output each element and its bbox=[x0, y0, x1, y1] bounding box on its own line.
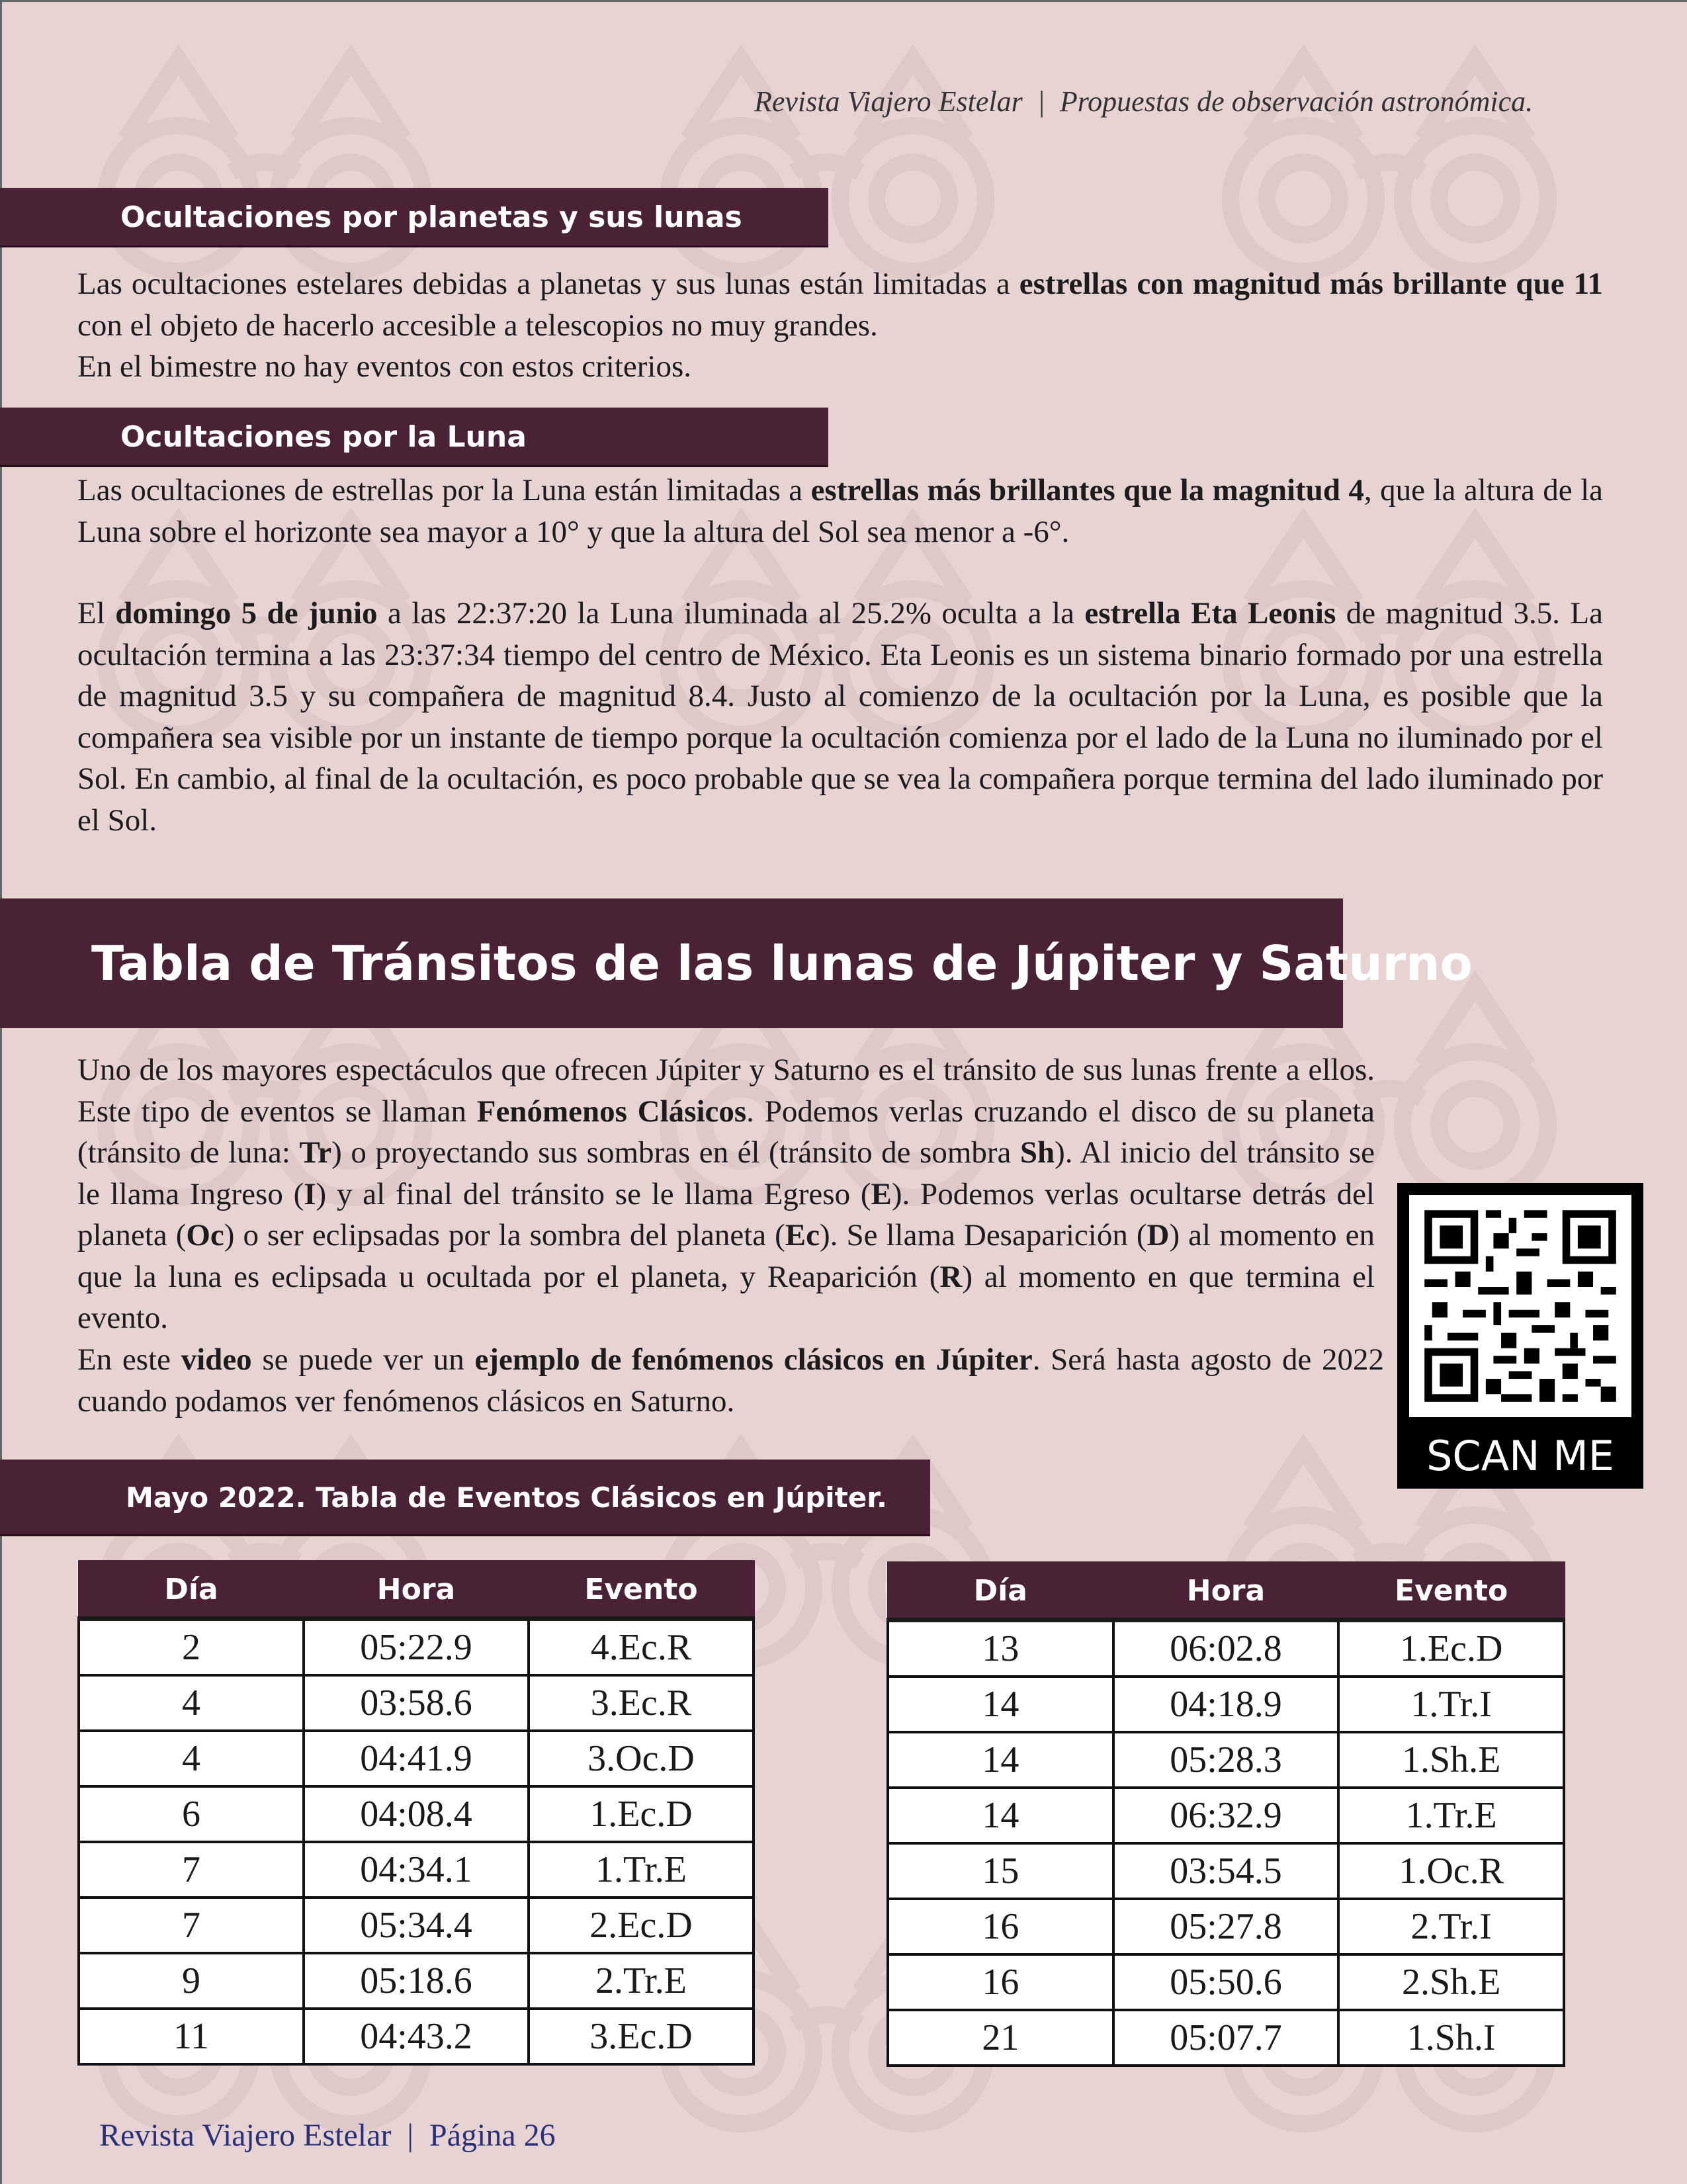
table-row bbox=[888, 1677, 1564, 1732]
day-cell: 7 bbox=[79, 1898, 304, 1953]
time-cell: 05:34.4 bbox=[304, 1898, 529, 1953]
day-cell: 6 bbox=[79, 1786, 304, 1842]
table-row bbox=[79, 1953, 754, 2009]
table-row bbox=[888, 1620, 1564, 1677]
day-cell: 14 bbox=[888, 1732, 1113, 1788]
qr-caption: SCAN ME bbox=[1426, 1432, 1614, 1480]
day-cell: 14 bbox=[888, 1677, 1113, 1732]
event-cell: 2.Sh.E bbox=[1338, 1954, 1564, 2010]
time-cell: 03:54.5 bbox=[1113, 1843, 1339, 1899]
event-cell: 1.Ec.D bbox=[529, 1786, 754, 1842]
table-row bbox=[79, 1731, 754, 1786]
time-cell: 05:50.6 bbox=[1113, 1954, 1339, 2010]
col-header-event: Evento bbox=[529, 1561, 754, 1619]
event-cell: 3.Ec.D bbox=[529, 2009, 754, 2064]
events-table-right-body bbox=[888, 1620, 1564, 2066]
event-cell: 2.Tr.I bbox=[1338, 1899, 1564, 1954]
header-section: Propuestas de observación astronómica. bbox=[1059, 85, 1534, 118]
day-cell: 7 bbox=[79, 1842, 304, 1898]
time-cell: 06:32.9 bbox=[1113, 1788, 1339, 1843]
event-cell: 1.Ec.D bbox=[1338, 1620, 1564, 1677]
table-row bbox=[888, 1843, 1564, 1899]
time-cell: 04:08.4 bbox=[304, 1786, 529, 1842]
table-row bbox=[79, 1786, 754, 1842]
table-row bbox=[79, 1842, 754, 1898]
table-row bbox=[79, 2009, 754, 2064]
video-link[interactable]: video bbox=[181, 1342, 252, 1377]
time-cell: 06:02.8 bbox=[1113, 1620, 1339, 1677]
time-cell: 05:18.6 bbox=[304, 1953, 529, 2009]
table-row bbox=[79, 1675, 754, 1731]
footer-page-number: Página 26 bbox=[429, 2118, 556, 2153]
planet-occultations-paragraph: Las ocultaciones estelares debidas a planetas y sus lunas están limitadas a estrellas con magnitud más brillante que 11 con el objeto de hacerlo accesible a telescopios no muy grandes. En el bimestre no hay eventos con estos criterios. bbox=[77, 267, 1603, 384]
event-cell: 1.Tr.I bbox=[1338, 1677, 1564, 1732]
event-cell: 4.Ec.R bbox=[529, 1619, 754, 1676]
time-cell: 04:34.1 bbox=[304, 1842, 529, 1898]
day-cell: 4 bbox=[79, 1675, 304, 1731]
time-cell: 04:18.9 bbox=[1113, 1677, 1339, 1732]
col-header-day: Día bbox=[79, 1561, 304, 1619]
left-border bbox=[0, 0, 2, 2184]
day-cell: 15 bbox=[888, 1843, 1113, 1899]
qr-pattern-icon bbox=[1409, 1195, 1631, 1417]
qr-code-image bbox=[1409, 1195, 1631, 1417]
event-cell: 3.Ec.R bbox=[529, 1675, 754, 1731]
col-header-day: Día bbox=[888, 1563, 1113, 1620]
time-cell: 05:07.7 bbox=[1113, 2010, 1339, 2066]
page-footer: Revista Viajero Estelar | Página 26 bbox=[99, 2118, 556, 2153]
event-cell: 2.Ec.D bbox=[529, 1898, 754, 1953]
section-title-planet-occultations: Ocultaciones por planetas y sus lunas bbox=[0, 188, 828, 247]
event-cell: 3.Oc.D bbox=[529, 1731, 754, 1786]
table-row bbox=[888, 1732, 1564, 1788]
video-paragraph: En este video se puede ver un ejemplo de fenómenos clásicos en Júpiter. Será hasta agosto de 2022 cuando podamos ver fenómenos clásicos en Saturno. bbox=[77, 1342, 1385, 1419]
time-cell: 03:58.6 bbox=[304, 1675, 529, 1731]
event-cell: 1.Tr.E bbox=[1338, 1788, 1564, 1843]
day-cell: 11 bbox=[79, 2009, 304, 2064]
event-cell: 1.Oc.R bbox=[1338, 1843, 1564, 1899]
table-row bbox=[79, 1898, 754, 1953]
day-cell: 13 bbox=[888, 1620, 1113, 1677]
day-cell: 4 bbox=[79, 1731, 304, 1786]
eta-leonis-paragraph: El domingo 5 de junio a las 22:37:20 la Luna iluminada al 25.2% oculta a la estrella Eta Leonis de magnitud 3.5. La ocultación termina a las 23:37:34 tiempo del centro de México. Eta Leonis es un sistema binario formado por una estrella de magnitud 3.5 y su compañera de magnitud 8.4. Justo al comienzo de la ocultación por la Luna, es posible que la compañera sea visible por un instante de tiempo porque la ocultación comienza por el lado de la Luna no iluminado por el Sol. En cambio, al final de la ocultación, es poco probable que se vea la compañera porque termina del lado iluminado por el Sol. bbox=[77, 596, 1603, 838]
day-cell: 16 bbox=[888, 1954, 1113, 2010]
event-cell: 1.Tr.E bbox=[529, 1842, 754, 1898]
running-header: Revista Viajero Estelar | Propuestas de observación astronómica. bbox=[754, 85, 1534, 118]
day-cell: 9 bbox=[79, 1953, 304, 2009]
transits-paragraph-top: Uno de los mayores espectáculos que ofrecen Júpiter y Saturno es el tránsito de sus lunas frente a ellos. Este tipo de eventos se llaman Fenómenos Clásicos. Podemos verlas cruzando el disco de su planeta (tránsito de luna: Tr) o proyectando sus sombras en él (tránsito de sombra Sh). Al inicio del tránsito se le llama Ingreso (I) y al final del tránsito se le llama Egreso (E). Podemos verlas ocultarse detrás del planeta (Oc) o ser eclipsadas por la sombra del planeta (Ec). Se llama Desaparición (D) al momento en que la luna es eclipsada u ocultada por el planeta, y Reaparición (R) al momento en que termina el evento. bbox=[77, 1049, 1603, 1835]
events-table-left bbox=[77, 1560, 755, 2066]
transits-title: Tabla de Tránsitos de las lunas de Júpiter y Saturno bbox=[0, 898, 1343, 1028]
section-title-moon-occultations: Ocultaciones por la Luna bbox=[0, 408, 828, 467]
events-table-left-body bbox=[79, 1619, 754, 2065]
day-cell: 2 bbox=[79, 1619, 304, 1676]
qr-code[interactable] bbox=[1397, 1183, 1643, 1489]
moon-occultations-intro: Las ocultaciones de estrellas por la Luna están limitadas a estrellas más brillantes que la magnitud 4, que la altura de la Luna sobre el horizonte sea mayor a 10° y que la altura del Sol sea menor a -6°. bbox=[77, 473, 1603, 549]
col-header-time: Hora bbox=[1113, 1563, 1339, 1620]
table-row bbox=[888, 1788, 1564, 1843]
day-cell: 14 bbox=[888, 1788, 1113, 1843]
time-cell: 05:22.9 bbox=[304, 1619, 529, 1676]
time-cell: 04:41.9 bbox=[304, 1731, 529, 1786]
table-title: Mayo 2022. Tabla de Eventos Clásicos en Júpiter. bbox=[0, 1460, 930, 1536]
time-cell: 05:28.3 bbox=[1113, 1732, 1339, 1788]
event-cell: 2.Tr.E bbox=[529, 1953, 754, 2009]
top-border bbox=[0, 0, 1687, 2]
events-table-right bbox=[887, 1561, 1565, 2067]
header-magazine: Revista Viajero Estelar bbox=[754, 85, 1023, 118]
time-cell: 04:43.2 bbox=[304, 2009, 529, 2064]
table-row bbox=[79, 1619, 754, 1676]
time-cell: 05:27.8 bbox=[1113, 1899, 1339, 1954]
event-cell: 1.Sh.E bbox=[1338, 1732, 1564, 1788]
col-header-time: Hora bbox=[304, 1561, 529, 1619]
day-cell: 16 bbox=[888, 1899, 1113, 1954]
table-row bbox=[888, 2010, 1564, 2066]
table-row bbox=[888, 1899, 1564, 1954]
table-row bbox=[888, 1954, 1564, 2010]
footer-magazine: Revista Viajero Estelar bbox=[99, 2118, 392, 2153]
event-cell: 1.Sh.I bbox=[1338, 2010, 1564, 2066]
day-cell: 21 bbox=[888, 2010, 1113, 2066]
col-header-event: Evento bbox=[1338, 1563, 1564, 1620]
